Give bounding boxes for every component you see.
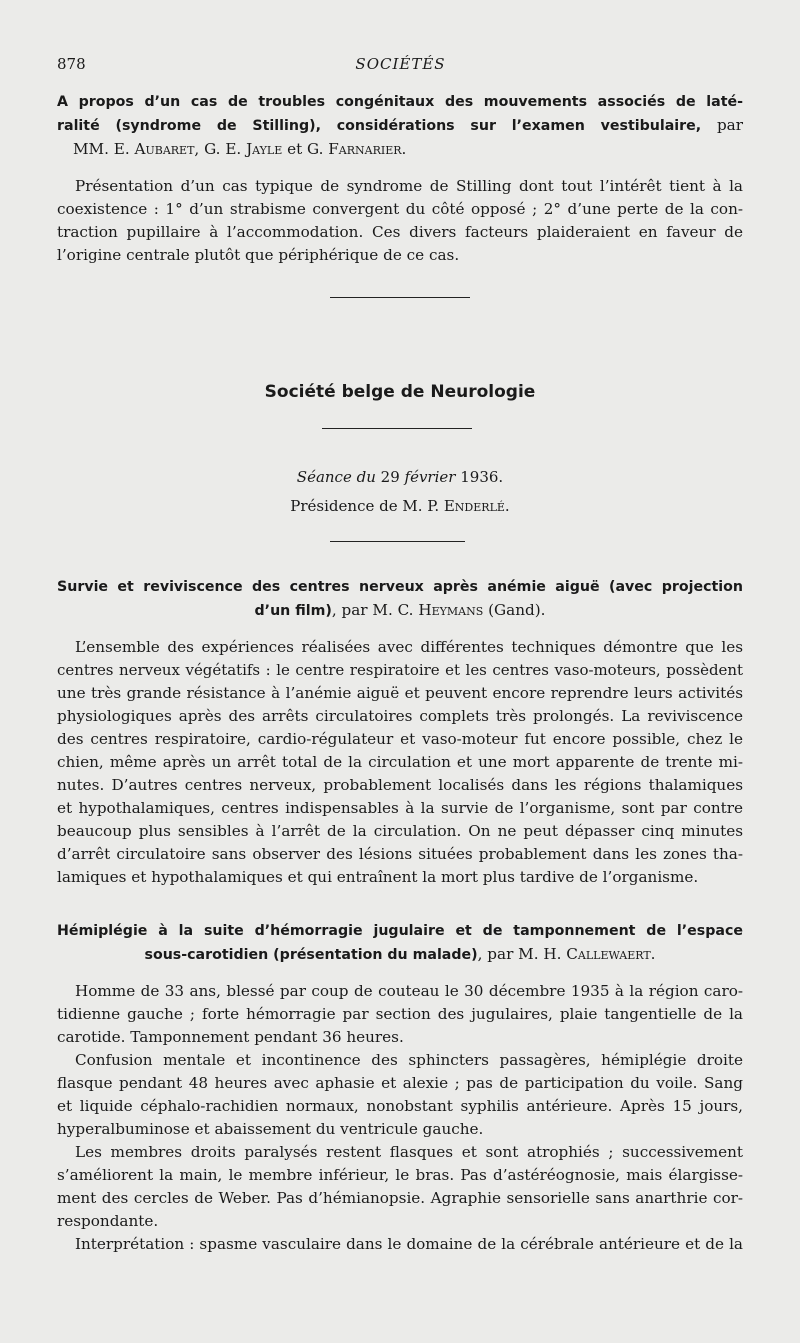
page-header — [57, 55, 744, 79]
body-line: hyperalbuminose et abaissement du ventricule gauche. — [57, 1120, 484, 1138]
separator-rule — [322, 428, 472, 429]
title-line: ralité (syndrome de Stilling), considérations sur l’examen vestibulaire, par — [57, 116, 743, 134]
body-line: beaucoup plus sensibles à l’arrêt de la circulation. On ne peut dépasser cinq minutes — [57, 822, 743, 840]
title-line: Hémiplégie à la suite d’hémorragie jugulaire et de tamponnement de l’espace — [57, 923, 743, 939]
body-line: nutes. D’autres centres nerveux, probablement localisés dans les régions thalamiques — [57, 776, 743, 794]
body-line: respondante. — [57, 1212, 159, 1230]
separator-rule — [330, 541, 465, 542]
title-line: A propos d’un cas de troubles congénitaux des mouvements associés de laté- — [57, 94, 743, 110]
body-line: d’arrêt circulatoire sans observer des lésions situées probablement dans les zones tha- — [57, 845, 743, 863]
article1-body — [57, 175, 743, 267]
article1-authors: MM. E. Aubaret, G. E. Jayle et G. Farnarier. — [73, 140, 407, 158]
body-line: Homme de 33 ans, blessé par coup de couteau le 30 décembre 1935 à la région caro- — [75, 982, 743, 1000]
body-line: Présentation d’un cas typique de syndrome de Stilling dont tout l’intérêt tient à la — [75, 177, 743, 195]
body-line: L’ensemble des expériences réalisées avec différentes techniques démontre que les — [75, 638, 743, 656]
title-line: d’un film), par M. C. Heymans (Gand). — [254, 601, 546, 619]
body-line: l’origine centrale plutôt que périphérique de ce cas. — [57, 246, 460, 264]
article2-body — [57, 636, 743, 889]
presidence: Présidence de M. P. Enderlé. — [290, 497, 510, 515]
body-line: Confusion mentale et incontinence des sphincters passagères, hémiplégie droite — [75, 1051, 743, 1069]
society-heading: Société belge de Neurologie — [264, 382, 536, 402]
body-line: des centres respiratoire, cardio-régulateur et vaso-moteur fut encore possible, chez le — [57, 730, 743, 748]
body-line: carotide. Tamponnement pendant 36 heures. — [57, 1028, 404, 1046]
body-line: une très grande résistance à l’anémie aiguë et peuvent encore reprendre leurs activités — [57, 684, 743, 702]
seance-date: Séance du 29 février 1936. — [296, 468, 504, 486]
body-line: lamiques et hypothalamiques et qui entraînent la mort plus tardive de l’organisme. — [57, 868, 699, 886]
page-number: 878 — [57, 55, 86, 73]
body-line: chien, même après un arrêt total de la circulation et une mort apparente de trente mi- — [57, 753, 743, 771]
body-line: et liquide céphalo-rachidien normaux, nonobstant syphilis antérieure. Après 15 jours, — [57, 1097, 743, 1115]
body-line: Interprétation : spasme vasculaire dans le domaine de la cérébrale antérieure et de la — [75, 1235, 743, 1253]
body-line: physiologiques après des arrêts circulatoires complets très prolongés. La reviviscence — [57, 707, 743, 725]
separator-rule — [330, 297, 470, 298]
body-line: traction pupillaire à l’accommodation. Ces divers facteurs plaideraient en faveur de — [57, 223, 743, 241]
body-line: tidienne gauche ; forte hémorragie par section des jugulaires, plaie tangentielle de la — [57, 1005, 743, 1023]
article1-title — [57, 91, 743, 161]
running-head: SOCIÉTÉS — [355, 55, 446, 73]
title-line: Survie et reviviscence des centres nerveux après anémie aiguë (avec projection — [57, 579, 743, 595]
body-line: ment des cercles de Weber. Pas d’hémianopsie. Agraphie sensorielle sans anarthrie cor- — [57, 1189, 743, 1207]
body-line: coexistence : 1° d’un strabisme convergent du côté opposé ; 2° d’une perte de la con- — [57, 200, 743, 218]
body-line: et hypothalamiques, centres indispensables à la survie de l’organisme, sont par contre — [57, 799, 743, 817]
body-line: centres nerveux végétatifs : le centre respiratoire et les centres vaso-moteurs, possèdent — [57, 661, 743, 679]
body-line: Les membres droits paralysés restent flasques et sont atrophiés ; successivement — [75, 1143, 743, 1161]
body-line: flasque pendant 48 heures avec aphasie et alexie ; pas de participation du voile. Sang — [57, 1074, 743, 1092]
body-line: s’améliorent la main, le membre inférieur, le bras. Pas d’astéréognosie, mais élargisse- — [57, 1166, 743, 1184]
title-line: sous-carotidien (présentation du malade), par M. H. Callewaert. — [144, 945, 656, 963]
article3-body — [57, 980, 743, 1256]
article2-title — [57, 576, 743, 623]
article3-title — [57, 920, 743, 967]
